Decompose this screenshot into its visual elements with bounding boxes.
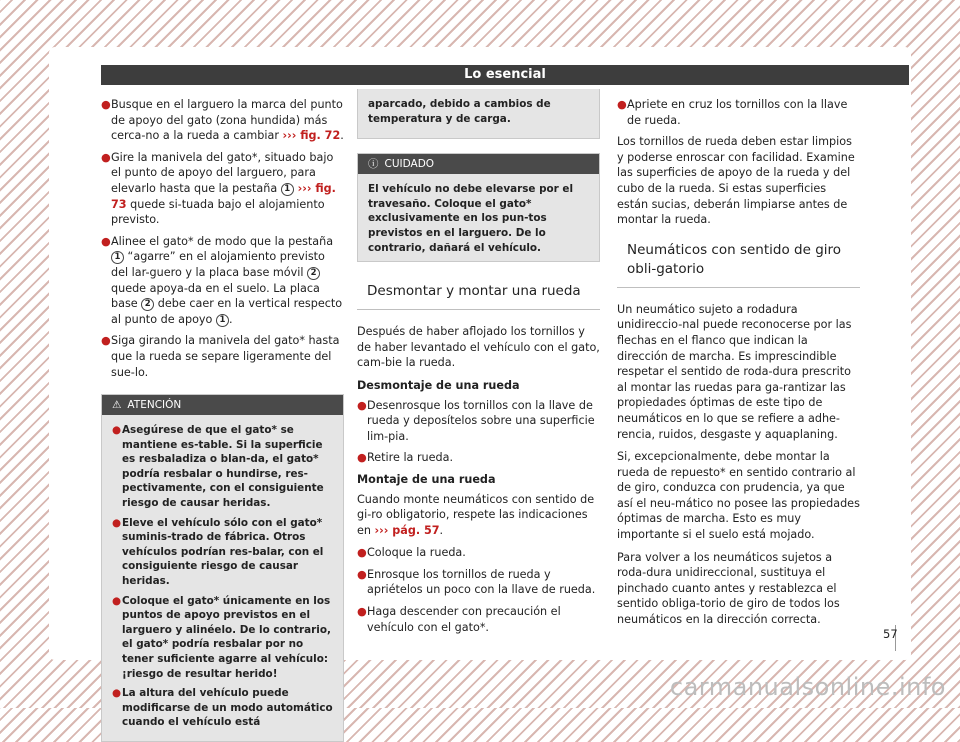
bullet-icon: ● xyxy=(101,334,111,348)
item-text xyxy=(111,234,344,328)
item-text: Asegúrese de que el gato* se mantiene es-table. Si la superficie es resbaladiza o blan-da, el gato* podría resbalar o hundirse, res-pectivamente, con el consiguiente riesgo de causar heridas. xyxy=(122,424,324,510)
bullet-icon: ● xyxy=(101,234,111,248)
callout-number: 1 xyxy=(281,183,294,196)
column-2 xyxy=(357,89,600,641)
bullet-icon: ● xyxy=(357,451,367,465)
page-header: Lo esencial xyxy=(101,65,909,85)
item-text: Desenrosque los tornillos con la llave de rueda y deposítelos sobre una superficie lim-pia. xyxy=(367,398,595,443)
item-text: Siga girando la manivela del gato* hasta que la rueda se separe ligeramente del sue-lo. xyxy=(111,334,340,379)
watermark: carmanualsonline.info xyxy=(669,673,946,701)
list-item xyxy=(101,97,344,144)
item-text: Retire la rueda. xyxy=(367,451,454,465)
item-text: Haga descender con precaución el vehículo con el gato*. xyxy=(367,605,561,634)
item-text: La altura del vehículo puede modificarse de un modo automático cuando el vehículo está xyxy=(122,687,333,729)
text: Alinee el gato* de modo que la pestaña xyxy=(111,234,334,248)
list-item xyxy=(357,450,600,466)
list-item xyxy=(617,97,860,128)
bullet-icon: ● xyxy=(357,567,367,581)
text: . xyxy=(228,312,233,326)
caution-box xyxy=(357,153,600,262)
list-item xyxy=(112,594,333,682)
callout-number: 1 xyxy=(216,314,229,327)
list-item xyxy=(357,604,600,635)
text: . xyxy=(340,129,344,143)
caution-title: CUIDADO xyxy=(384,158,435,171)
section-title: Neumáticos con sentido de giro obli-gatorio xyxy=(617,235,860,288)
bullet-icon: ● xyxy=(101,150,111,164)
column-1 xyxy=(101,97,344,742)
page-number: 57 xyxy=(883,627,898,641)
paragraph: Los tornillos de rueda deben estar limpios y poderse enroscar con facilidad. Examine las superficies de apoyo de la rueda y del cubo de la rueda. Si estas superficies están sucias, deberán limpiarse antes de montar la rueda. xyxy=(617,135,855,227)
list-item xyxy=(101,150,344,228)
item-text xyxy=(111,150,344,228)
bullet-icon: ● xyxy=(112,516,122,529)
bullet-icon: ● xyxy=(357,605,367,619)
text: debe caer en la vertical respecto al punto de apoyo xyxy=(111,297,343,326)
item-text: Coloque el gato* únicamente en los puntos de apoyo previstos en el larguero y alinéelo. De lo contrario, el gato* podría resbalar por no tener suficiente agarre al vehículo: ¡riesgo de resultar herido! xyxy=(122,594,331,680)
bullet-icon: ● xyxy=(357,398,367,412)
paragraph: Para volver a los neumáticos sujetos a roda-dura unidireccional, sustituya el pinchado cuanto antes y restablezca el sentido obliga-torio de giro de todos los neumáticos en la dirección correcta. xyxy=(617,550,840,627)
fig-72-link[interactable]: ››› fig. 72 xyxy=(282,129,341,143)
info-circle-icon: ⓘ xyxy=(368,158,379,171)
text: quede si-tuada bajo el alojamiento previsto. xyxy=(111,197,325,227)
list-item xyxy=(357,567,600,598)
text: Gire la manivela del gato*, situado bajo el punto de apoyo del larguero, para elevarlo hasta que la pestaña xyxy=(111,150,334,195)
item-text: Eleve el vehículo sólo con el gato* suminis-trado de fábrica. Otros vehículos podrían res-balar, con el consiguiente riesgo de causar heridas. xyxy=(122,516,324,588)
fig-73-link[interactable]: ››› fig. 73 xyxy=(111,181,336,211)
callout-number: 1 xyxy=(111,251,124,264)
bullet-icon: ● xyxy=(101,98,111,111)
list-item xyxy=(101,234,344,328)
bullet-icon: ● xyxy=(357,546,367,560)
callout-number: 2 xyxy=(141,298,154,311)
item-text: Apriete en cruz los tornillos con la llave de rueda. xyxy=(627,98,848,127)
caution-body: El vehículo no debe elevarse por el travesaño. Coloque el gato* exclusivamente en los pun-tos previstos en el larguero. De lo contrario, dañará el vehículo. xyxy=(358,174,599,261)
bullet-icon: ● xyxy=(112,594,122,607)
list-item xyxy=(112,516,333,589)
text: . xyxy=(439,523,444,537)
list-item xyxy=(357,398,600,445)
warning-title: ATENCIÓN xyxy=(127,399,182,412)
paragraph: Después de haber aflojado los tornillos y de haber levantado el vehículo con el gato, cam-bie la rueda. xyxy=(357,325,600,370)
paragraph: Si, excepcionalmente, debe montar la rueda de repuesto* en sentido contrario al de giro, conduzca con prudencia, ya que así el neu-mático no posee las propiedades óptimas de marcha. Esto es muy importante si el suelo está mojado. xyxy=(617,450,860,542)
item-text xyxy=(111,97,344,144)
column-3 xyxy=(617,97,860,635)
bullet-icon: ● xyxy=(112,687,122,700)
list-item xyxy=(101,333,344,380)
warning-continuation: aparcado, debido a cambios de temperatura y de carga. xyxy=(357,89,600,139)
paragraph xyxy=(357,492,600,539)
item-text: Enrosque los tornillos de rueda y apriételos un poco con la llave de rueda. xyxy=(367,567,596,597)
subheading: Montaje de una rueda xyxy=(357,472,496,486)
warning-header xyxy=(102,395,343,415)
bullet-icon: ● xyxy=(112,424,122,437)
text: quede apoya-da en el suelo. La placa base xyxy=(111,281,320,311)
list-item xyxy=(112,423,333,511)
item-text: Coloque la rueda. xyxy=(367,546,466,560)
text: Cuando monte neumáticos con sentido de gi-ro obligatorio, respete las indicaciones en xyxy=(357,492,595,537)
text: Busque en el larguero la marca del punto de apoyo del gato (zona hundida) más cerca-no a la rueda a cambiar xyxy=(111,98,343,143)
warning-triangle-icon: ⚠ xyxy=(112,399,122,412)
paragraph: Un neumático sujeto a rodadura unidireccio-nal puede reconocerse por las flechas en el flanco que indican la dirección de marcha. Es imprescindible respetar el sentido de roda-dura prescrito al montar las ruedas para ga-rantizar las propiedades óptimas de este tipo de neumáticos en lo que se refiere a adhe-rencia, ruidos, desgaste y aquaplaning. xyxy=(617,302,852,441)
bullet-icon: ● xyxy=(617,98,627,111)
page-57-link[interactable]: ››› pág. 57 xyxy=(374,523,440,537)
section-title: Desmontar y montar una rueda xyxy=(357,262,600,310)
subheading: Desmontaje de una rueda xyxy=(357,378,520,392)
caution-header xyxy=(358,154,599,174)
text: “agarre” en el alojamiento previsto del lar-guero y la placa base móvil xyxy=(111,250,325,279)
list-item xyxy=(357,545,600,561)
callout-number: 2 xyxy=(307,267,320,280)
